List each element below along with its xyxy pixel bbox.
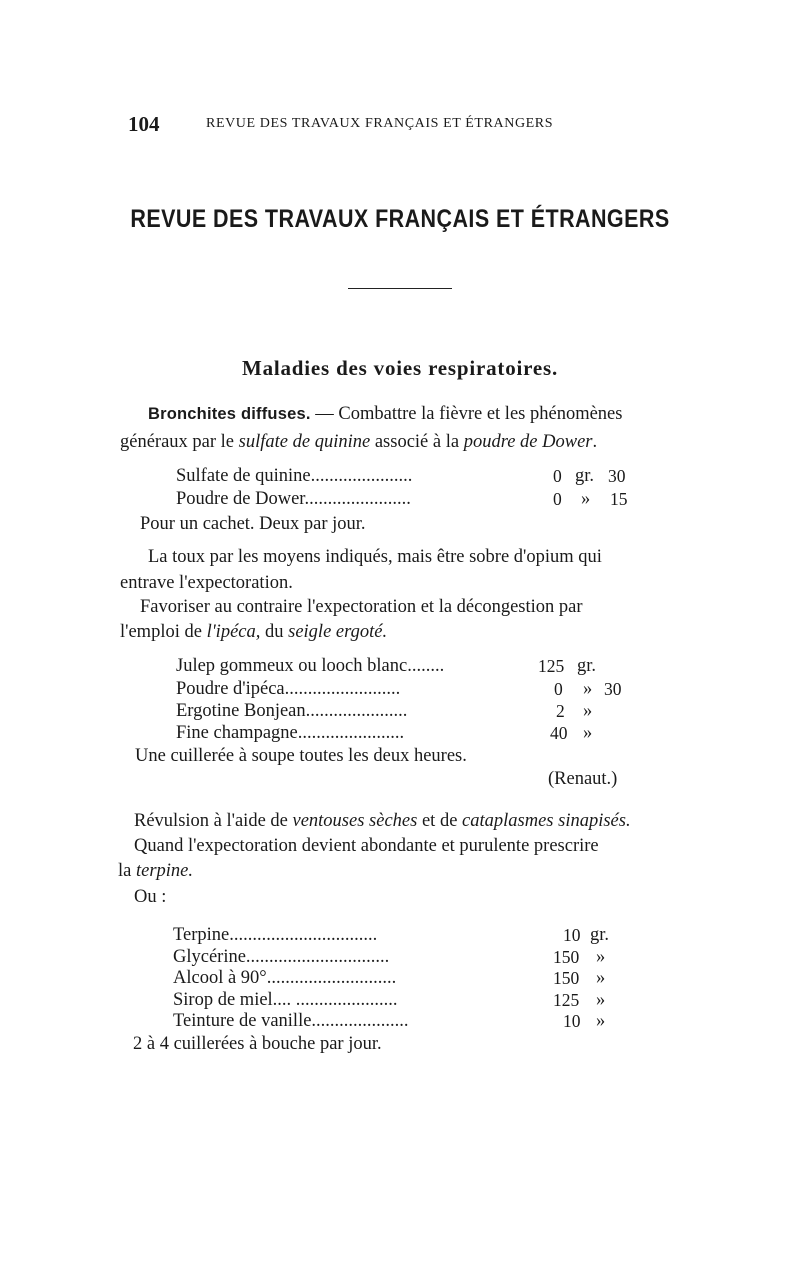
ingredient-label: Poudre d'ipéca......................... <box>176 679 401 699</box>
title-divider <box>348 288 452 289</box>
quantity-value: 150 <box>553 947 580 967</box>
revulsion-line-2: Quand l'expectoration devient abondante et purulente prescrire <box>134 836 599 856</box>
ingredient-label: Fine champagne....................... <box>176 723 405 743</box>
quantity-subvalue: 30 <box>604 679 622 699</box>
page-title: REVUE DES TRAVAUX FRANÇAIS ET ÉTRANGERS <box>130 205 670 233</box>
quantity-value: 10 <box>563 1011 581 1031</box>
quantity-value: 10 <box>563 925 581 945</box>
quantity-value: 125 <box>553 990 580 1010</box>
ingredient-label: Alcool à 90°............................ <box>173 968 397 988</box>
quantity-unit: » <box>596 1011 606 1031</box>
ingredient-label: Julep gommeux ou looch blanc........ <box>176 656 445 676</box>
ingredient-label: Sirop de miel.... ...................... <box>173 990 398 1010</box>
ingredient-label: Terpine................................ <box>173 925 378 945</box>
page-number: 104 <box>128 112 160 136</box>
quantity-unit: gr. <box>577 656 597 676</box>
quantity-value: 0 <box>554 679 563 699</box>
quantity-unit: gr. <box>590 925 610 945</box>
italic-cataplasmes: cataplasmes sinapisés. <box>462 811 631 831</box>
toux-line-2: entrave l'expectoration. <box>120 573 293 593</box>
text-span: Révulsion à l'aide de <box>134 811 293 831</box>
quantity-value: 40 <box>550 723 568 743</box>
bronchites-lead: Bronchites diffuses. <box>148 405 311 423</box>
quantity-value: 150 <box>553 968 580 988</box>
quantity-unit: gr. <box>575 466 595 486</box>
quantity-unit: » <box>596 947 606 967</box>
ingredient-label: Ergotine Bonjean...................... <box>176 701 408 721</box>
quantity-unit: » <box>581 489 591 509</box>
bronchites-text: — Combattre la fièvre et les phénomènes <box>310 404 623 424</box>
text-span: et de <box>417 811 463 831</box>
quantity-value: 125 <box>538 656 565 676</box>
text-span: la <box>118 861 136 881</box>
favoriser-line-2 <box>120 622 387 643</box>
quantity-subvalue: 30 <box>608 466 626 486</box>
ingredient-label: Glycérine............................... <box>173 947 390 967</box>
italic-sulfate: sulfate de quinine <box>238 432 371 452</box>
running-title: REVUE DES TRAVAUX FRANÇAIS ET ÉTRANGERS <box>206 116 554 131</box>
toux-line-1: La toux par les moyens indiqués, mais être sobre d'opium qui <box>148 547 602 567</box>
recipe-1-instruction: Pour un cachet. Deux par jour. <box>140 514 366 534</box>
italic-poudre-dower: poudre de Dower <box>463 432 593 452</box>
quantity-value: 0 <box>553 466 562 486</box>
quantity-unit: » <box>583 679 593 699</box>
ingredient-label: Poudre de Dower....................... <box>176 489 411 509</box>
italic-seigle-ergote: seigle ergoté. <box>288 622 388 642</box>
author-signature: (Renaut.) <box>548 769 618 789</box>
recipe-2-instruction: Une cuillerée à soupe toutes les deux heures. <box>135 746 467 766</box>
recipe-3-instruction: 2 à 4 cuillerées à bouche par jour. <box>133 1034 382 1054</box>
text-span: l'emploi de <box>120 622 207 642</box>
ingredient-label: Sulfate de quinine...................... <box>176 466 413 486</box>
quantity-unit: » <box>583 701 593 721</box>
quantity-value: 0 <box>553 489 562 509</box>
quantity-value: 2 <box>556 701 565 721</box>
favoriser-line-1: Favoriser au contraire l'expectoration et la décongestion par <box>140 597 583 617</box>
italic-ipeca: l'ipéca, <box>206 622 261 642</box>
quantity-unit: » <box>596 968 606 988</box>
bronchites-line-1 <box>148 404 622 425</box>
section-title: Maladies des voies respiratoires. <box>241 356 559 380</box>
quantity-unit: » <box>596 990 606 1010</box>
italic-terpine: terpine. <box>135 861 194 881</box>
text-span: généraux par le <box>120 432 239 452</box>
quantity-subvalue: 15 <box>610 489 628 509</box>
italic-ventouses: ventouses sèches <box>292 811 418 831</box>
revulsion-line-1 <box>134 811 631 832</box>
text-span: du <box>260 622 289 642</box>
quantity-unit: » <box>583 723 593 743</box>
revulsion-line-3 <box>118 861 193 882</box>
bronchites-line-2 <box>120 432 597 453</box>
ingredient-label: Teinture de vanille..................... <box>173 1011 409 1031</box>
text-span: associé à la <box>370 432 464 452</box>
revulsion-line-4: Ou : <box>134 887 167 907</box>
text-span: . <box>592 432 598 452</box>
